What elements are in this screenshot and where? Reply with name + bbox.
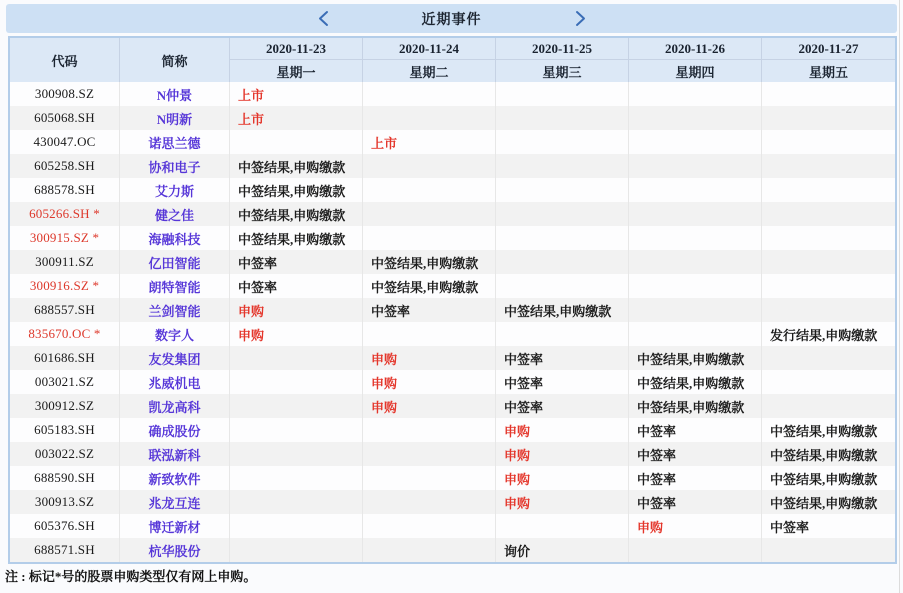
column-header-date-3: 2020-11-25	[496, 38, 629, 60]
event-cell-empty	[629, 298, 762, 322]
event-cell-empty	[496, 274, 629, 298]
event-cell-empty	[762, 178, 895, 202]
stock-name-link[interactable]: 亿田智能	[120, 250, 230, 274]
event-cell: 中签率	[496, 394, 629, 418]
event-cell-empty	[363, 154, 496, 178]
event-cell: 中签结果,申购缴款	[629, 370, 762, 394]
event-cell-empty	[230, 130, 363, 154]
prev-week-button[interactable]	[311, 8, 336, 29]
stock-code: 300912.SZ	[10, 394, 120, 418]
event-cell: 申购	[230, 322, 363, 346]
event-cell-empty	[762, 130, 895, 154]
event-cell: 中签结果,申购缴款	[363, 250, 496, 274]
stock-name-link[interactable]: 兆威机电	[120, 370, 230, 394]
stock-code: 688590.SH	[10, 466, 120, 490]
event-cell: 中签结果,申购缴款	[770, 495, 878, 511]
table-row	[10, 490, 895, 514]
event-cell-empty	[496, 250, 629, 274]
event-cell: 申购	[230, 298, 363, 322]
stock-code: 605183.SH	[10, 418, 120, 442]
event-cell-empty	[496, 154, 629, 178]
table-row	[10, 202, 895, 226]
stock-name-link[interactable]: 艾力斯	[120, 178, 230, 202]
event-cell-empty	[496, 130, 629, 154]
event-cell-empty	[762, 202, 895, 226]
event-cell: 申购	[363, 370, 496, 394]
event-cell-empty	[363, 490, 496, 514]
stock-code: 688557.SH	[10, 298, 120, 322]
event-cell-empty	[762, 106, 895, 130]
stock-code: 300908.SZ	[10, 82, 120, 106]
event-cell: 中签率	[496, 346, 629, 370]
table-row	[10, 538, 895, 562]
event-cell-empty	[230, 514, 363, 538]
column-header-weekday-5: 星期五	[808, 64, 848, 80]
stock-code: 601686.SH	[10, 346, 120, 370]
event-cell-empty	[363, 106, 496, 130]
event-cell: 中签率	[496, 370, 629, 394]
event-cell: 中签结果,申购缴款	[230, 178, 363, 202]
event-cell: 申购	[496, 490, 629, 514]
event-cell-empty	[762, 274, 895, 298]
column-header-weekday-4: 星期四	[629, 60, 762, 82]
table-body	[10, 82, 895, 562]
table-row	[10, 346, 895, 370]
event-cell-empty	[230, 370, 363, 394]
event-cell: 中签率	[629, 466, 762, 490]
stock-code: 835670.OC *	[10, 322, 120, 346]
event-cell-empty	[363, 418, 496, 442]
event-cell: 申购	[496, 466, 629, 490]
column-header-date-2: 2020-11-24	[363, 38, 496, 60]
stock-name-link[interactable]: N仲景	[120, 82, 230, 106]
stock-name-link[interactable]: 协和电子	[120, 154, 230, 178]
event-cell-empty	[363, 226, 496, 250]
event-cell-empty	[762, 154, 895, 178]
page-title: 近期事件	[421, 12, 482, 28]
table-row	[10, 466, 895, 490]
stock-code: 688578.SH	[10, 178, 120, 202]
event-cell-empty	[629, 226, 762, 250]
event-cell-empty	[363, 178, 496, 202]
event-cell-empty	[762, 226, 895, 250]
table-row	[10, 442, 895, 466]
event-cell: 中签结果,申购缴款	[230, 202, 363, 226]
event-cell-empty	[762, 394, 895, 418]
event-cell-empty	[230, 442, 363, 466]
event-cell-empty	[230, 346, 363, 370]
stock-code: 605258.SH	[10, 154, 120, 178]
chevron-left-icon	[317, 10, 330, 27]
event-cell-empty	[496, 82, 629, 106]
event-cell-empty	[629, 322, 762, 346]
event-cell: 上市	[230, 106, 363, 130]
stock-name-link[interactable]: 兰剑智能	[120, 298, 230, 322]
event-cell-empty	[629, 274, 762, 298]
stock-name-link[interactable]: 兆龙互连	[120, 490, 230, 514]
stock-name-link[interactable]: 数字人	[120, 322, 230, 346]
event-cell-empty	[762, 250, 895, 274]
event-cell: 上市	[230, 82, 363, 106]
stock-code: 688571.SH	[10, 538, 120, 562]
event-cell: 中签结果,申购缴款	[770, 423, 878, 439]
stock-name-link[interactable]: 新致软件	[120, 466, 230, 490]
event-cell: 中签结果,申购缴款	[230, 226, 363, 250]
table-header	[10, 38, 895, 82]
stock-name-link[interactable]: 诺思兰德	[120, 130, 230, 154]
table-row	[10, 130, 895, 154]
event-cell-empty	[496, 202, 629, 226]
event-cell-empty	[230, 538, 363, 562]
event-cell: 中签率	[363, 298, 496, 322]
event-cell: 中签率	[770, 519, 810, 535]
event-cell-empty	[363, 82, 496, 106]
event-cell: 申购	[629, 514, 762, 538]
event-cell-empty	[762, 538, 895, 562]
event-cell: 询价	[496, 538, 629, 562]
column-header-code: 代码	[10, 38, 120, 82]
stock-code: 300915.SZ *	[10, 226, 120, 250]
event-cell-empty	[762, 370, 895, 394]
event-cell-empty	[496, 106, 629, 130]
event-cell-empty	[230, 418, 363, 442]
event-cell-empty	[629, 178, 762, 202]
event-cell-empty	[762, 298, 895, 322]
table-row	[10, 250, 895, 274]
event-cell-empty	[230, 394, 363, 418]
stock-name-link[interactable]: 凯龙高科	[120, 394, 230, 418]
event-cell: 上市	[363, 130, 496, 154]
column-header-date-5: 2020-11-27	[762, 38, 895, 60]
table-row	[10, 298, 895, 322]
table-row	[10, 274, 895, 298]
stock-name-link[interactable]: 杭华股份	[120, 538, 230, 562]
column-header-weekday-2: 星期二	[363, 60, 496, 82]
event-cell: 中签结果,申购缴款	[363, 274, 496, 298]
chevron-right-icon	[574, 10, 587, 27]
column-header-weekday-1: 星期一	[230, 60, 363, 82]
event-cell-empty	[629, 154, 762, 178]
stock-code: 300911.SZ	[10, 250, 120, 274]
stock-code: 605068.SH	[10, 106, 120, 130]
event-cell: 发行结果,申购缴款	[770, 327, 878, 343]
event-cell-empty	[363, 322, 496, 346]
column-header-weekday-3: 星期三	[496, 60, 629, 82]
column-header-name: 简称	[120, 38, 230, 82]
event-cell-empty	[629, 538, 762, 562]
stock-name-link[interactable]: 联泓新科	[120, 442, 230, 466]
stock-code: 605376.SH	[10, 514, 120, 538]
table-row	[10, 370, 895, 394]
event-cell-empty	[762, 82, 895, 106]
events-title-bar	[6, 4, 897, 33]
event-cell: 中签结果,申购缴款	[770, 447, 878, 463]
event-cell: 中签率	[230, 274, 363, 298]
stock-name-link[interactable]: 确成股份	[120, 418, 230, 442]
table-row	[10, 322, 895, 346]
event-cell-empty	[230, 490, 363, 514]
table-row	[10, 418, 895, 442]
event-cell-empty	[496, 178, 629, 202]
stock-name-link[interactable]: 健之佳	[120, 202, 230, 226]
table-row	[10, 178, 895, 202]
stock-name-link[interactable]: 友发集团	[120, 346, 230, 370]
event-cell: 中签率	[629, 442, 762, 466]
stock-code: 605266.SH *	[10, 202, 120, 226]
table-row	[10, 226, 895, 250]
stock-name-link[interactable]: 博迁新材	[120, 514, 230, 538]
event-cell: 中签率	[629, 418, 762, 442]
column-header-date-4: 2020-11-26	[629, 38, 762, 60]
event-cell-empty	[496, 226, 629, 250]
event-cell-empty	[496, 322, 629, 346]
event-cell: 申购	[496, 418, 629, 442]
stock-code: 430047.OC	[10, 130, 120, 154]
event-cell: 申购	[363, 346, 496, 370]
event-cell: 中签率	[230, 250, 363, 274]
event-cell-empty	[762, 346, 895, 370]
event-cell-empty	[363, 202, 496, 226]
table-row	[10, 106, 895, 130]
footnote: 注 : 标记*号的股票申购类型仅有网上申购。	[5, 569, 257, 584]
table-row	[10, 82, 895, 106]
event-cell: 中签结果,申购缴款	[496, 298, 629, 322]
events-table	[8, 36, 897, 564]
next-week-button[interactable]	[568, 8, 593, 29]
event-cell-empty	[363, 442, 496, 466]
event-cell-empty	[363, 466, 496, 490]
event-cell-empty	[363, 538, 496, 562]
event-cell: 中签结果,申购缴款	[629, 394, 762, 418]
table-row	[10, 394, 895, 418]
event-cell: 中签结果,申购缴款	[230, 154, 363, 178]
event-cell: 中签结果,申购缴款	[770, 471, 878, 487]
event-cell-empty	[230, 466, 363, 490]
event-cell: 申购	[496, 442, 629, 466]
stock-name-link[interactable]: 朗特智能	[120, 274, 230, 298]
stock-name-link[interactable]: N明新	[120, 106, 230, 130]
event-cell: 申购	[363, 394, 496, 418]
event-cell: 中签结果,申购缴款	[629, 346, 762, 370]
table-row	[10, 514, 895, 538]
stock-code: 003021.SZ	[10, 370, 120, 394]
page-edge-divider	[899, 0, 900, 593]
table-row	[10, 154, 895, 178]
column-header-date-1: 2020-11-23	[230, 38, 363, 60]
event-cell-empty	[363, 514, 496, 538]
event-cell-empty	[629, 130, 762, 154]
stock-code: 300916.SZ *	[10, 274, 120, 298]
stock-code: 300913.SZ	[10, 490, 120, 514]
stock-name-link[interactable]: 海融科技	[120, 226, 230, 250]
event-cell-empty	[496, 514, 629, 538]
event-cell-empty	[629, 82, 762, 106]
event-cell-empty	[629, 106, 762, 130]
stock-code: 003022.SZ	[10, 442, 120, 466]
event-cell: 中签率	[629, 490, 762, 514]
event-cell-empty	[629, 250, 762, 274]
event-cell-empty	[629, 202, 762, 226]
